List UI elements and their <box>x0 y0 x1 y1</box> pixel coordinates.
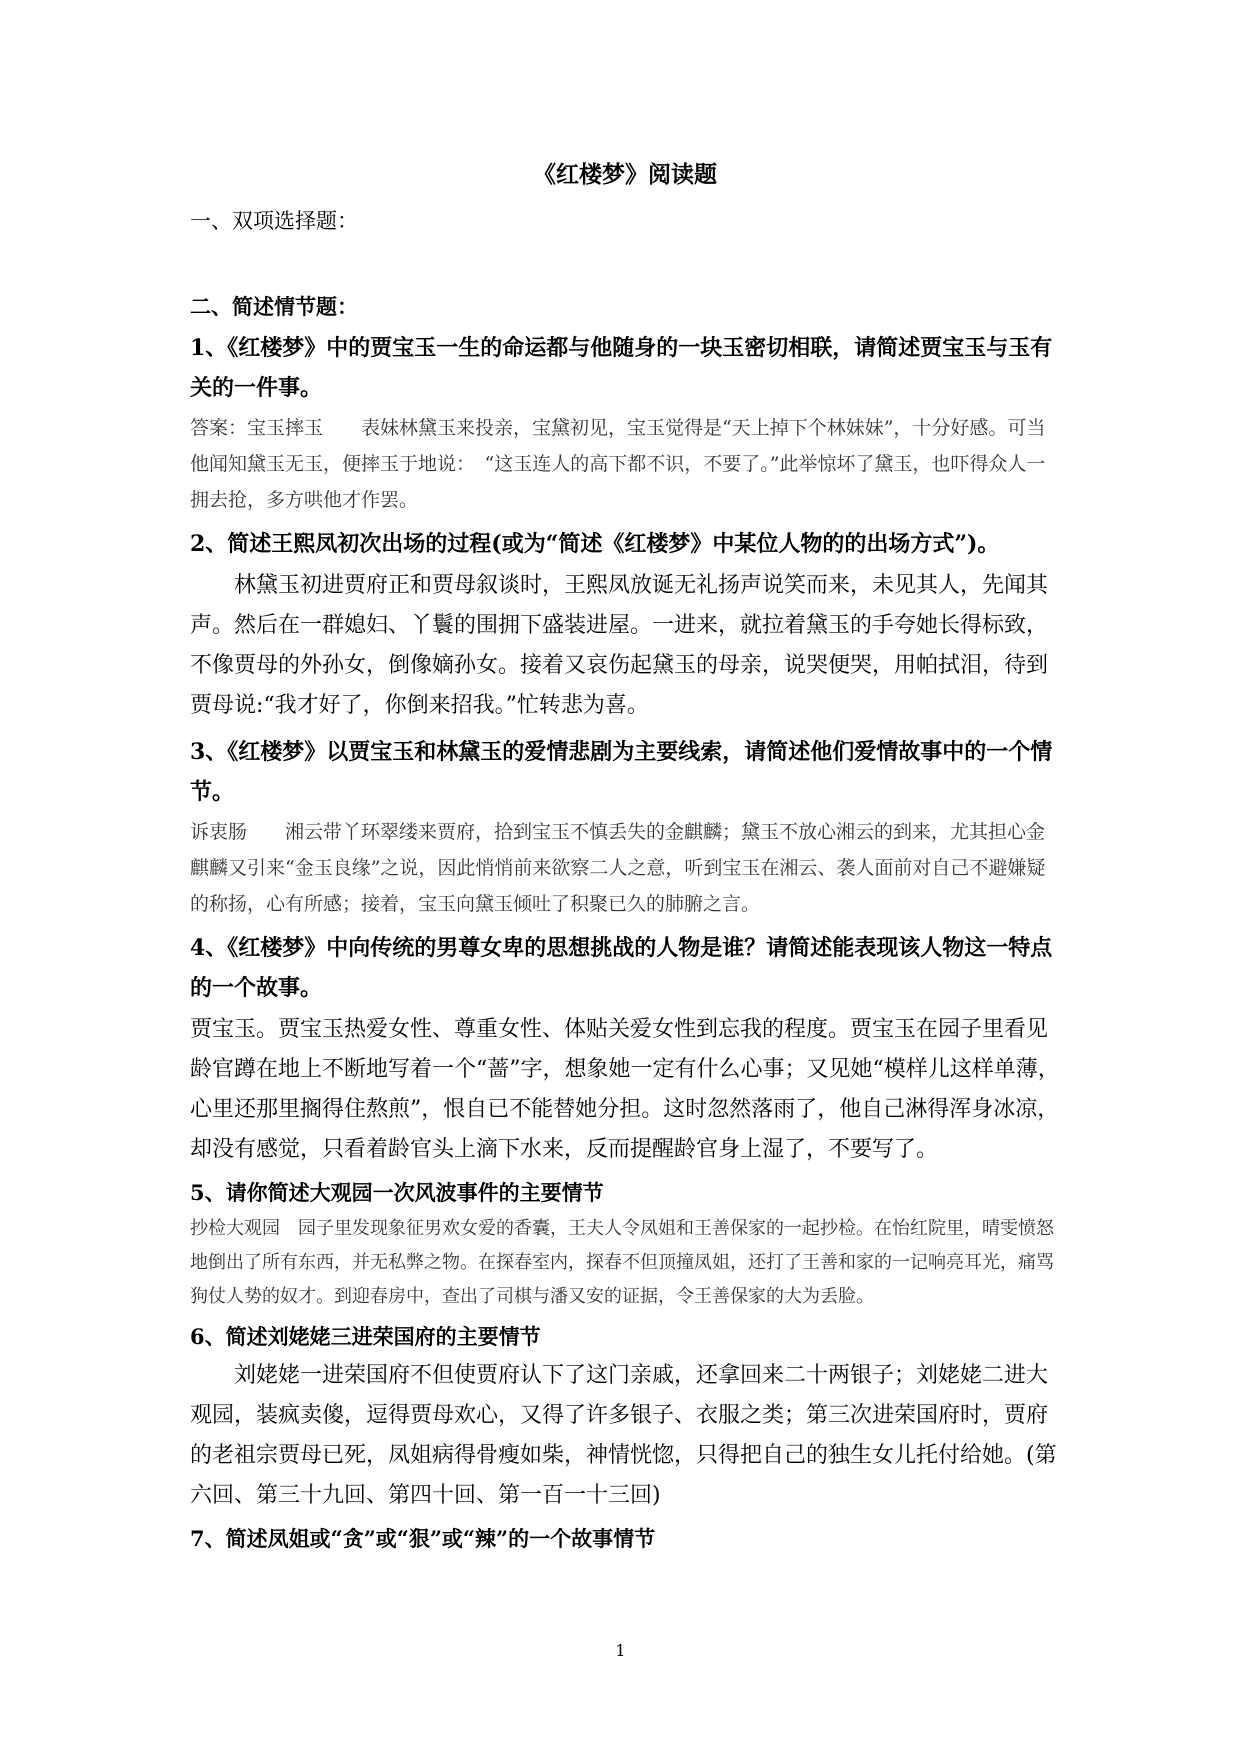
question-3: 3、《红楼梦》以贾宝玉和林黛玉的爱情悲剧为主要线索，请简述他们爱情故事中的一个情节。 <box>190 739 1053 805</box>
section-heading-plot: 二、简述情节题： <box>190 294 358 319</box>
answer-3: 诉衷肠 湘云带丫环翠缕来贾府，拾到宝玉不慎丢失的金麒麟；黛玉不放心湘云的到来，尤其担心金麒麟又引来“金玉良缘”之说，因此悄悄前来欲察二人之意，听到宝玉在湘云、袭人面前对自己不避嫌疑的称扬，心有所感；接着，宝玉向黛玉倾吐了积聚已久的肺腑之言。 <box>190 821 1046 915</box>
answer-2: 林黛玉初进贾府正和贾母叙谈时，王熙凤放诞无礼扬声说笑而来，未见其人，先闻其声。然后在一群媳妇、丫鬟的围拥下盛装进屋。一进来，就拉着黛玉的手夸她长得标致，不像贾母的外孙女，倒像嫡孙女。接着又哀伤起黛玉的母亲，说哭便哭，用帕拭泪，待到贾母说:“我才好了，你倒来招我。”忙转悲为喜。 <box>190 573 1049 718</box>
section-heading-choice: 一、双项选择题： <box>190 209 358 233</box>
question-1: 1、《红楼梦》中的贾宝玉一生的命运都与他随身的一块玉密切相联，请简述贾宝玉与玉有关的一件事。 <box>190 335 1053 401</box>
document-title: 《红楼梦》阅读题 <box>533 161 717 188</box>
question-5: 5、请你简述大观园一次风波事件的主要情节 <box>190 1180 604 1205</box>
question-6: 6、简述刘姥姥三进荣国府的主要情节 <box>190 1324 541 1349</box>
blank-space <box>190 236 1060 292</box>
page-number: 1 <box>615 1641 626 1660</box>
answer-6: 刘姥姥一进荣国府不但使贾府认下了这门亲戚，还拿回来二十两银子；刘姥姥二进大观园，装疯卖傻，逗得贾母欢心，又得了许多银子、衣服之类；第三次进荣国府时，贾府的老祖宗贾母已死，凤姐病得骨瘦如柴，神情恍惚，只得把自己的独生女儿托付给她。(第六回、第三十九回、第四十回、第一百一十三回) <box>190 1363 1057 1508</box>
answer-5: 抄检大观园 园子里发现象征男欢女爱的香囊，王夫人令凤姐和王善保家的一起抄检。在怡红院里，晴雯愤怒地倒出了所有东西，并无私弊之物。在探春室内，探春不但顶撞凤姐，还打了王善和家的一记响亮耳光，痛骂狗仗人势的奴才。到迎春房中，查出了司棋与潘又安的证据，令王善保家的大为丢脸。 <box>190 1218 1054 1307</box>
question-4: 4、《红楼梦》中向传统的男尊女卑的思想挑战的人物是谁？请简述能表现该人物这一特点的一个故事。 <box>190 935 1053 1001</box>
answer-4: 贾宝玉。贾宝玉热爱女性、尊重女性、体贴关爱女性到忘我的程度。贾宝玉在园子里看见龄官蹲在地上不断地写着一个“蔷”字，想象她一定有什么心事；又见她“模样儿这样单薄，心里还那里搁得住熬煎”，恨自已不能替她分担。这时忽然落雨了，他自己淋得浑身冰凉，却没有感觉，只看着龄官头上滴下水来，反而提醒龄官身上湿了，不要写了。 <box>190 1017 1060 1162</box>
question-2: 2、简述王熙凤初次出场的过程(或为“简述《红楼梦》中某位人物的的出场方式”)。 <box>190 531 1000 557</box>
question-7: 7、简述凤姐或“贪”或“狠”或“辣”的一个故事情节 <box>190 1526 656 1551</box>
answer-1: 答案：宝玉摔玉 表妹林黛玉来投亲，宝黛初见，宝玉觉得是“天上掉下个林妹妹”，十分好感。可当他闻知黛玉无玉，便摔玉于地说： “这玉连人的高下都不识，不要了。”此举惊坏了黛玉，也吓得众人一拥去抢，多方哄他才作罢。 <box>190 417 1046 511</box>
document-body <box>190 158 1060 1558</box>
